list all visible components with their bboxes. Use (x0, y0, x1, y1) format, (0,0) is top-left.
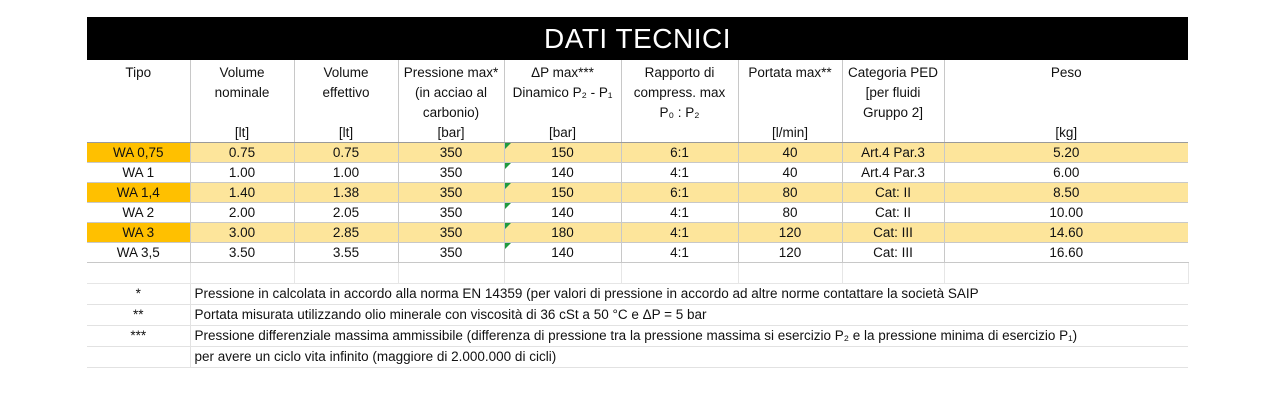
unit-cell: [lt] (294, 123, 398, 143)
column-header-line: Peso (1050, 65, 1082, 80)
column-header-line: nominale (214, 85, 270, 100)
units-row (87, 123, 1188, 143)
cell-press[interactable]: 350 (398, 183, 504, 203)
column-header-line: Portata max** (748, 65, 832, 80)
note-text: Pressione in calcolata in accordo alla norma EN 14359 (per valori di pressione in accordo ad altre norme contattare la società SAIP (190, 284, 1188, 305)
cell-press[interactable]: 350 (398, 243, 504, 263)
cell-vol_nom[interactable]: 1.40 (190, 183, 294, 203)
spreadsheet (87, 17, 1188, 368)
empty-cell[interactable] (738, 263, 842, 284)
cell-tipo[interactable]: WA 0,75 (87, 143, 190, 163)
column-header-line: Volume (323, 65, 369, 80)
note-mark: ** (87, 305, 190, 326)
cell-vol_eff[interactable]: 3.55 (294, 243, 398, 263)
empty-row (87, 263, 1188, 284)
header-row (87, 60, 1188, 123)
cell-portata[interactable]: 120 (738, 223, 842, 243)
column-header-line: carbonio) (422, 105, 480, 120)
column-header (944, 60, 1188, 123)
cell-tipo[interactable]: WA 2 (87, 203, 190, 223)
column-header (294, 60, 398, 123)
column-header-line: Gruppo 2] (862, 105, 924, 120)
cell-dp[interactable]: 140 (504, 163, 621, 183)
cell-vol_eff[interactable]: 0.75 (294, 143, 398, 163)
table-row (87, 183, 1188, 203)
cell-vol_nom[interactable]: 3.00 (190, 223, 294, 243)
unit-cell: [kg] (944, 123, 1188, 143)
cell-press[interactable]: 350 (398, 143, 504, 163)
column-header-line: effettivo (322, 85, 370, 100)
cell-peso[interactable]: 8.50 (944, 183, 1188, 203)
column-header-line: P₀ : P₂ (659, 105, 700, 120)
column-header-line: Volume (219, 65, 265, 80)
unit-cell: [bar] (504, 123, 621, 143)
column-header-line: Dinamico P₂ - P₁ (512, 85, 613, 100)
table-title: DATI TECNICI (87, 17, 1188, 60)
cell-vol_eff[interactable]: 1.00 (294, 163, 398, 183)
cell-ped[interactable]: Art.4 Par.3 (842, 143, 944, 163)
cell-peso[interactable]: 16.60 (944, 243, 1188, 263)
cell-dp[interactable]: 150 (504, 143, 621, 163)
note-mark (87, 347, 190, 368)
cell-ped[interactable]: Cat: II (842, 203, 944, 223)
cell-rapporto[interactable]: 6:1 (621, 183, 738, 203)
table-row (87, 223, 1188, 243)
unit-cell: [lt] (190, 123, 294, 143)
unit-cell: [bar] (398, 123, 504, 143)
table-row (87, 203, 1188, 223)
column-header (87, 60, 190, 123)
cell-portata[interactable]: 40 (738, 163, 842, 183)
unit-cell (621, 123, 738, 143)
cell-vol_nom[interactable]: 2.00 (190, 203, 294, 223)
cell-ped[interactable]: Art.4 Par.3 (842, 163, 944, 183)
column-header (398, 60, 504, 123)
note-row (87, 305, 1188, 326)
cell-vol_nom[interactable]: 3.50 (190, 243, 294, 263)
column-header-line: Pressione max* (403, 65, 499, 80)
column-header-line: Tipo (125, 65, 152, 80)
table-row (87, 143, 1188, 163)
cell-vol_nom[interactable]: 1.00 (190, 163, 294, 183)
empty-cell[interactable] (621, 263, 738, 284)
table-row (87, 243, 1188, 263)
cell-rapporto[interactable]: 6:1 (621, 143, 738, 163)
note-mark: *** (87, 326, 190, 347)
column-header-line: Categoria PED (847, 65, 939, 80)
empty-cell[interactable] (842, 263, 944, 284)
cell-rapporto[interactable]: 4:1 (621, 203, 738, 223)
cell-portata[interactable]: 40 (738, 143, 842, 163)
cell-vol_nom[interactable]: 0.75 (190, 143, 294, 163)
empty-cell[interactable] (87, 263, 190, 284)
empty-cell[interactable] (504, 263, 621, 284)
cell-portata[interactable]: 80 (738, 203, 842, 223)
cell-rapporto[interactable]: 4:1 (621, 243, 738, 263)
column-header-line: ΔP max*** (531, 65, 594, 80)
cell-peso[interactable]: 6.00 (944, 163, 1188, 183)
column-header (738, 60, 842, 123)
cell-dp[interactable]: 140 (504, 203, 621, 223)
cell-dp[interactable]: 180 (504, 223, 621, 243)
column-header-line: [per fluidi (865, 85, 921, 100)
note-mark: * (87, 284, 190, 305)
column-header-line: (in acciao al (414, 85, 488, 100)
cell-tipo[interactable]: WA 3,5 (87, 243, 190, 263)
tech-data-table (87, 60, 1189, 284)
cell-press[interactable]: 350 (398, 203, 504, 223)
cell-tipo[interactable]: WA 1,4 (87, 183, 190, 203)
cell-vol_eff[interactable]: 2.05 (294, 203, 398, 223)
cell-dp[interactable]: 150 (504, 183, 621, 203)
cell-rapporto[interactable]: 4:1 (621, 223, 738, 243)
column-header-line: Rapporto di (644, 65, 715, 80)
note-text: per avere un ciclo vita infinito (maggiore di 2.000.000 di cicli) (190, 347, 1188, 368)
column-header (842, 60, 944, 123)
unit-cell (87, 123, 190, 143)
unit-cell (842, 123, 944, 143)
table-row (87, 163, 1188, 183)
cell-portata[interactable]: 80 (738, 183, 842, 203)
cell-peso[interactable]: 10.00 (944, 203, 1188, 223)
cell-ped[interactable]: Cat: II (842, 183, 944, 203)
cell-ped[interactable]: Cat: III (842, 223, 944, 243)
column-header (190, 60, 294, 123)
note-text: Portata misurata utilizzando olio minerale con viscosità di 36 cSt a 50 °C e ΔP = 5 bar (190, 305, 1188, 326)
unit-cell: [l/min] (738, 123, 842, 143)
notes-table (87, 284, 1188, 368)
cell-portata[interactable]: 120 (738, 243, 842, 263)
cell-dp[interactable]: 140 (504, 243, 621, 263)
cell-peso[interactable]: 5.20 (944, 143, 1188, 163)
cell-press[interactable]: 350 (398, 223, 504, 243)
column-header-line: compress. max (633, 85, 726, 100)
column-header (504, 60, 621, 123)
empty-cell[interactable] (294, 263, 398, 284)
cell-peso[interactable]: 14.60 (944, 223, 1188, 243)
note-row (87, 284, 1188, 305)
cell-vol_eff[interactable]: 2.85 (294, 223, 398, 243)
note-row (87, 347, 1188, 368)
note-row (87, 326, 1188, 347)
cell-rapporto[interactable]: 4:1 (621, 163, 738, 183)
empty-cell[interactable] (190, 263, 294, 284)
cell-press[interactable]: 350 (398, 163, 504, 183)
cell-tipo[interactable]: WA 1 (87, 163, 190, 183)
cell-tipo[interactable]: WA 3 (87, 223, 190, 243)
column-header (621, 60, 738, 123)
cell-ped[interactable]: Cat: III (842, 243, 944, 263)
empty-cell[interactable] (398, 263, 504, 284)
cell-vol_eff[interactable]: 1.38 (294, 183, 398, 203)
empty-cell[interactable] (944, 263, 1188, 284)
note-text: Pressione differenziale massima ammissibile (differenza di pressione tra la pressione massima si esercizio P₂ e la pressione minima di esercizio P₁) (190, 326, 1188, 347)
